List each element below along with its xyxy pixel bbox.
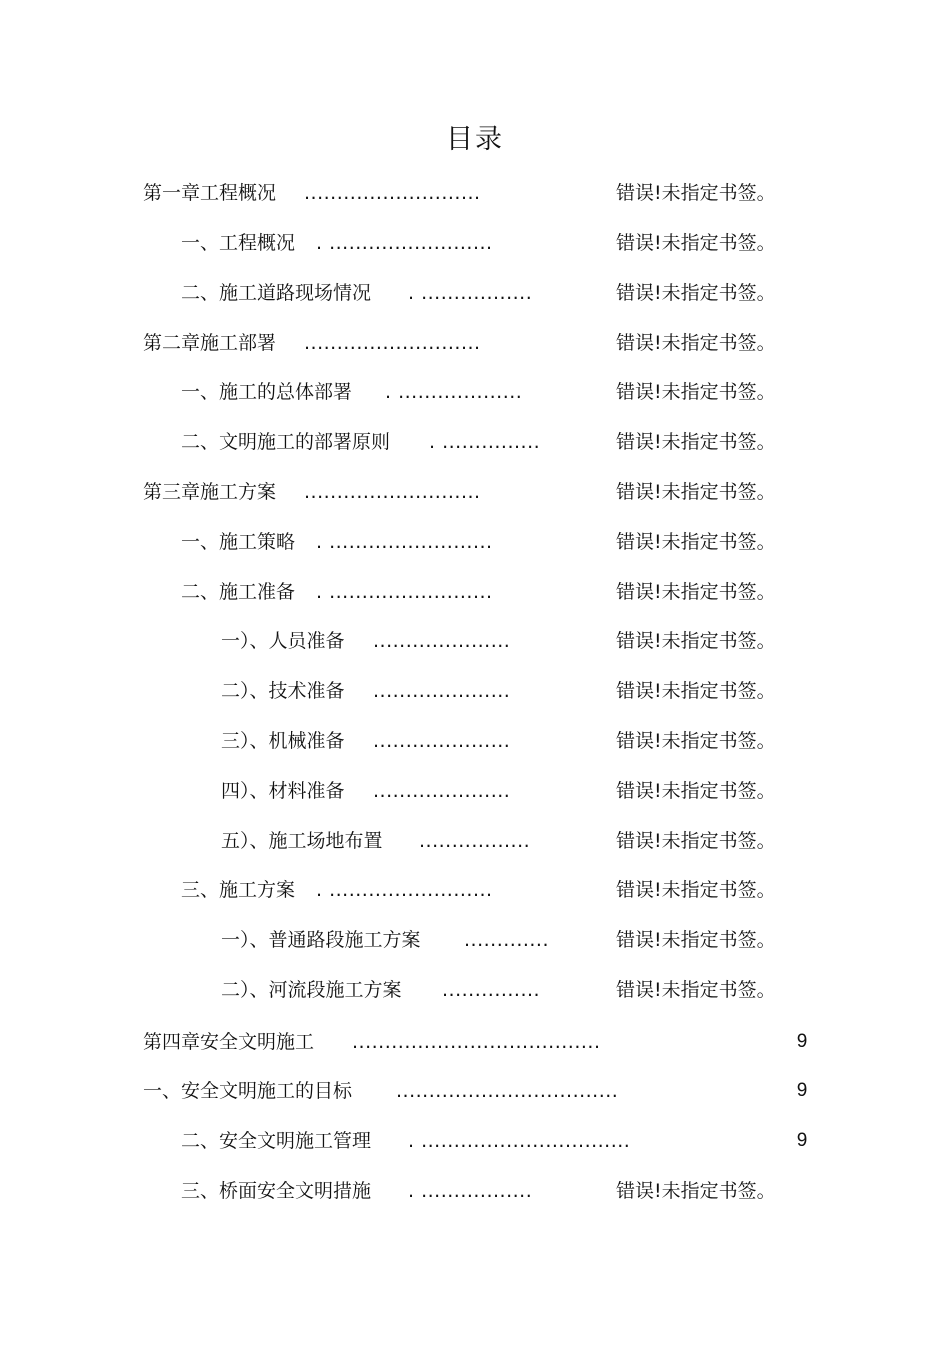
toc-entry-leader-dots: . ................. <box>408 1180 533 1202</box>
toc-entry[interactable] <box>0 1076 950 1106</box>
toc-entry-leader-dots: ............... <box>442 979 541 1001</box>
toc-entry-page: 错误!未指定书签。 <box>616 381 776 403</box>
toc-entry[interactable] <box>0 676 950 706</box>
toc-entry[interactable] <box>0 278 950 308</box>
toc-entry-label: 一、施工的总体部署 <box>181 381 353 403</box>
toc-entry[interactable] <box>0 626 950 656</box>
toc-entry-label: 第二章施工部署 <box>143 332 277 354</box>
toc-entry-label: 三）、机械准备 <box>221 730 345 752</box>
toc-entry-label: 二、安全文明施工管理 <box>181 1130 372 1152</box>
toc-entry-page: 错误!未指定书签。 <box>616 929 776 951</box>
toc-entry-label: 二、文明施工的部署原则 <box>181 431 391 453</box>
toc-entry-label: 二）、河流段施工方案 <box>221 979 402 1001</box>
toc-entry-leader-dots: ................. <box>419 830 531 852</box>
toc-entry-leader-dots: . ......................... <box>316 531 493 553</box>
toc-entry[interactable] <box>0 1176 950 1206</box>
toc-entry[interactable] <box>0 228 950 258</box>
toc-entry-leader-dots: . ................. <box>408 282 533 304</box>
toc-entry-leader-dots: ..................... <box>373 680 511 702</box>
toc-entry-label: 第一章工程概况 <box>143 182 277 204</box>
toc-entry[interactable] <box>0 1027 950 1057</box>
toc-entry-page: 错误!未指定书签。 <box>616 531 776 553</box>
toc-entry-label: 二、施工准备 <box>181 581 296 603</box>
toc-entry-label: 四）、材料准备 <box>221 780 345 802</box>
toc-entry-label: 三、桥面安全文明措施 <box>181 1180 372 1202</box>
toc-entry-page: 错误!未指定书签。 <box>616 332 776 354</box>
toc-entry[interactable] <box>0 477 950 507</box>
toc-entry[interactable] <box>0 328 950 358</box>
toc-entry-label: 一）、普通路段施工方案 <box>221 929 421 951</box>
toc-entry-leader-dots: ............. <box>464 929 550 951</box>
toc-entry[interactable] <box>0 427 950 457</box>
toc-entry-page: 9 <box>796 1031 808 1052</box>
toc-entry-page: 9 <box>796 1130 808 1151</box>
toc-entry[interactable] <box>0 875 950 905</box>
toc-entry-leader-dots: ........................... <box>304 481 481 503</box>
toc-entry[interactable] <box>0 377 950 407</box>
toc-entry-label: 三、施工方案 <box>181 879 296 901</box>
toc-entry[interactable] <box>0 826 950 856</box>
toc-entry-page: 错误!未指定书签。 <box>616 979 776 1001</box>
toc-entry[interactable] <box>0 925 950 955</box>
toc-entry-page: 错误!未指定书签。 <box>616 431 776 453</box>
toc-entry-label: 一、安全文明施工的目标 <box>143 1080 353 1102</box>
toc-entry-page: 错误!未指定书签。 <box>616 581 776 603</box>
toc-entry-page: 错误!未指定书签。 <box>616 730 776 752</box>
toc-entry-leader-dots: . ................................ <box>408 1130 631 1152</box>
toc-entry[interactable] <box>0 527 950 557</box>
toc-entry[interactable] <box>0 178 950 208</box>
toc-entry[interactable] <box>0 1126 950 1156</box>
toc-entry-leader-dots: ........................... <box>304 182 481 204</box>
toc-entry-page: 9 <box>796 1080 808 1101</box>
toc-entry-label: 第三章施工方案 <box>143 481 277 503</box>
toc-entry-leader-dots: ...................................... <box>352 1031 601 1053</box>
toc-entry[interactable] <box>0 577 950 607</box>
toc-entry-leader-dots: . ................... <box>385 381 523 403</box>
toc-entry-page: 错误!未指定书签。 <box>616 1180 776 1202</box>
toc-entry-page: 错误!未指定书签。 <box>616 282 776 304</box>
toc-entry-page: 错误!未指定书签。 <box>616 481 776 503</box>
toc-entry-leader-dots: .................................. <box>396 1080 619 1102</box>
toc-entry-leader-dots: ..................... <box>373 630 511 652</box>
toc-entry-page: 错误!未指定书签。 <box>616 630 776 652</box>
toc-entry-page: 错误!未指定书签。 <box>616 830 776 852</box>
toc-entry-leader-dots: . ......................... <box>316 232 493 254</box>
toc-entry-leader-dots: ........................... <box>304 332 481 354</box>
toc-entry-leader-dots: . ......................... <box>316 879 493 901</box>
toc-entry-label: 二、施工道路现场情况 <box>181 282 372 304</box>
toc-entry-page: 错误!未指定书签。 <box>616 680 776 702</box>
toc-entry-label: 二）、技术准备 <box>221 680 345 702</box>
toc-entry-leader-dots: . ......................... <box>316 581 493 603</box>
toc-entry[interactable] <box>0 726 950 756</box>
page-title: 目录 <box>446 124 504 155</box>
toc-entry-label: 一、工程概况 <box>181 232 296 254</box>
toc-entry-page: 错误!未指定书签。 <box>616 780 776 802</box>
toc-entry-leader-dots: ..................... <box>373 730 511 752</box>
toc-entry[interactable] <box>0 776 950 806</box>
toc-entry-leader-dots: ..................... <box>373 780 511 802</box>
toc-entry-label: 五）、施工场地布置 <box>221 830 383 852</box>
toc-entry-page: 错误!未指定书签。 <box>616 232 776 254</box>
toc-entry-page: 错误!未指定书签。 <box>616 879 776 901</box>
toc-entry[interactable] <box>0 975 950 1005</box>
toc-entry-label: 一）、人员准备 <box>221 630 345 652</box>
toc-entry-page: 错误!未指定书签。 <box>616 182 776 204</box>
toc-entry-label: 第四章安全文明施工 <box>143 1031 315 1053</box>
toc-entry-label: 一、施工策略 <box>181 531 296 553</box>
toc-entry-leader-dots: . ............... <box>429 431 541 453</box>
